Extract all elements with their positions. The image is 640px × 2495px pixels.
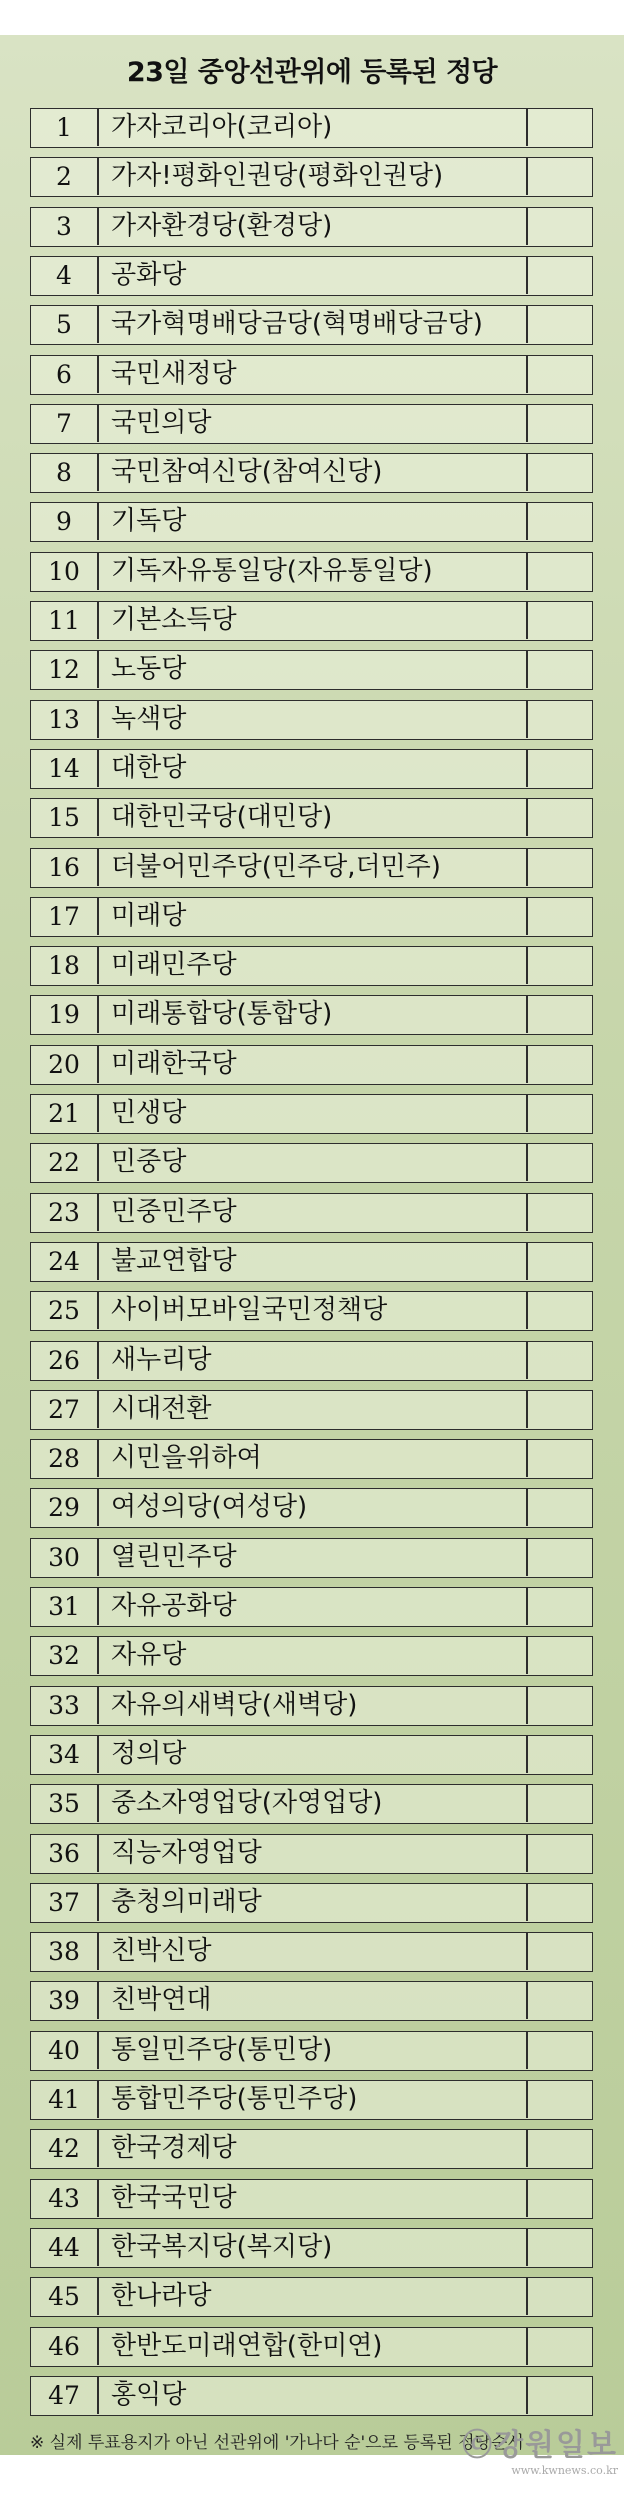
party-name: 불교연합당 — [111, 1245, 237, 1276]
column-divider — [97, 1982, 99, 2019]
party-row — [30, 453, 593, 493]
party-row — [30, 749, 593, 789]
party-row — [30, 157, 593, 197]
column-divider — [97, 2081, 99, 2118]
party-name: 한국복지당(복지당) — [111, 2231, 333, 2262]
column-divider — [526, 2229, 528, 2266]
party-number: 36 — [48, 1838, 80, 1868]
column-divider — [526, 2328, 528, 2365]
party-row — [30, 502, 593, 542]
column-divider — [526, 2180, 528, 2217]
column-divider — [526, 2032, 528, 2069]
party-number: 24 — [48, 1246, 80, 1276]
column-divider — [97, 2328, 99, 2365]
party-name: 가자!평화인권당(평화인권당) — [111, 161, 444, 192]
party-name: 더불어민주당(민주당,더민주) — [111, 851, 441, 882]
column-divider — [526, 1736, 528, 1773]
column-divider — [526, 1539, 528, 1576]
party-number: 34 — [48, 1739, 80, 1769]
party-number: 29 — [48, 1493, 80, 1523]
party-name: 녹색당 — [111, 703, 187, 734]
party-row — [30, 1291, 593, 1331]
party-number: 25 — [48, 1296, 80, 1326]
column-divider — [97, 1489, 99, 1526]
column-divider — [97, 454, 99, 491]
party-number: 22 — [48, 1148, 80, 1178]
party-name: 미래당 — [111, 900, 187, 931]
column-divider — [526, 1440, 528, 1477]
column-divider — [526, 158, 528, 195]
party-row — [30, 1735, 593, 1775]
column-divider — [526, 849, 528, 886]
column-divider — [526, 454, 528, 491]
column-divider — [97, 2229, 99, 2266]
party-name: 정의당 — [111, 1738, 187, 1769]
column-divider — [97, 1539, 99, 1576]
party-name: 국가혁명배당금당(혁명배당금당) — [111, 309, 483, 340]
party-name: 민생당 — [111, 1098, 187, 1128]
column-divider — [97, 1095, 99, 1132]
party-name: 대한민국당(대민당) — [111, 802, 333, 833]
party-number: 43 — [48, 2183, 80, 2213]
party-number: 46 — [48, 2331, 80, 2361]
column-divider — [97, 651, 99, 688]
party-name: 민중당 — [111, 1147, 187, 1178]
column-divider — [526, 1785, 528, 1822]
party-name: 민중민주당 — [111, 1196, 237, 1227]
column-divider — [97, 306, 99, 343]
column-divider — [97, 799, 99, 836]
party-name: 열린민주당 — [111, 1541, 237, 1572]
party-number: 5 — [56, 310, 72, 340]
column-divider — [526, 208, 528, 245]
column-divider — [526, 947, 528, 984]
party-name: 공화당 — [111, 259, 187, 290]
party-row — [30, 404, 593, 444]
column-divider — [526, 2377, 528, 2414]
party-number: 47 — [48, 2380, 80, 2410]
party-number: 16 — [48, 852, 80, 882]
column-divider — [526, 1982, 528, 2019]
column-divider — [526, 1489, 528, 1526]
party-number: 20 — [48, 1049, 80, 1079]
party-name: 시대전환 — [111, 1393, 212, 1424]
column-divider — [97, 898, 99, 935]
party-name: 통합민주당(통민주당) — [111, 2084, 358, 2114]
party-number: 6 — [56, 359, 72, 389]
column-divider — [526, 2278, 528, 2315]
column-divider — [97, 1144, 99, 1181]
column-divider — [97, 2278, 99, 2315]
party-row — [30, 1686, 593, 1726]
column-divider — [97, 109, 99, 146]
party-row — [30, 848, 593, 888]
logo-brand: ⓒ강원일보 — [462, 2428, 618, 2463]
party-name: 여성의당(여성당) — [111, 1492, 308, 1523]
column-divider — [97, 947, 99, 984]
party-number: 30 — [48, 1542, 80, 1572]
party-row — [30, 700, 593, 740]
party-name: 기본소득당 — [111, 605, 237, 635]
party-row — [30, 1045, 593, 1085]
party-row — [30, 355, 593, 395]
party-name: 홍익당 — [111, 2379, 187, 2410]
party-row — [30, 552, 593, 592]
party-row — [30, 2277, 593, 2317]
party-number: 27 — [48, 1394, 80, 1424]
party-name: 자유의새벽당(새벽당) — [111, 1689, 358, 1720]
party-name: 기독당 — [111, 506, 187, 537]
column-divider — [526, 2130, 528, 2167]
column-divider — [526, 651, 528, 688]
party-name: 국민새정당 — [111, 358, 237, 389]
column-divider — [97, 356, 99, 393]
column-divider — [97, 1194, 99, 1231]
party-name: 새누리당 — [111, 1344, 212, 1375]
party-row — [30, 2129, 593, 2169]
column-divider — [97, 2377, 99, 2414]
column-divider — [97, 750, 99, 787]
party-name: 한국국민당 — [111, 2182, 237, 2213]
party-number: 33 — [48, 1690, 80, 1720]
party-name: 미래통합당(통합당) — [111, 999, 333, 1030]
party-number: 4 — [56, 260, 72, 290]
party-number: 38 — [48, 1937, 80, 1967]
party-name: 미래민주당 — [111, 950, 237, 981]
party-number: 14 — [48, 753, 80, 783]
column-divider — [526, 1687, 528, 1724]
party-name: 기독자유통일당(자유통일당) — [111, 555, 433, 586]
party-row — [30, 2031, 593, 2071]
column-divider — [97, 1884, 99, 1921]
party-row — [30, 650, 593, 690]
party-name: 한국경제당 — [111, 2133, 237, 2164]
party-row — [30, 2080, 593, 2120]
column-divider — [97, 1292, 99, 1329]
column-divider — [97, 158, 99, 195]
column-divider — [526, 1884, 528, 1921]
column-divider — [526, 1933, 528, 1970]
party-row — [30, 207, 593, 247]
party-row — [30, 305, 593, 345]
party-row — [30, 2376, 593, 2416]
newspaper-logo — [462, 2420, 618, 2477]
party-row — [30, 1390, 593, 1430]
party-name: 자유당 — [111, 1640, 187, 1671]
column-divider — [526, 257, 528, 294]
party-name: 직능자영업당 — [111, 1837, 262, 1868]
party-number: 45 — [48, 2282, 80, 2312]
column-divider — [97, 1736, 99, 1773]
party-name: 자유공화당 — [111, 1591, 237, 1621]
column-divider — [97, 602, 99, 639]
column-divider — [526, 1095, 528, 1132]
party-number: 19 — [48, 1000, 80, 1030]
column-divider — [97, 1588, 99, 1625]
party-name: 중소자영업당(자영업당) — [111, 1788, 383, 1819]
column-divider — [526, 503, 528, 540]
party-number: 8 — [56, 458, 72, 488]
column-divider — [526, 1144, 528, 1181]
party-row — [30, 1242, 593, 1282]
party-row — [30, 1439, 593, 1479]
party-number: 11 — [48, 606, 80, 635]
party-name: 한반도미래연합(한미연) — [111, 2330, 383, 2361]
column-divider — [97, 2032, 99, 2069]
party-name: 시민을위하여 — [111, 1443, 262, 1474]
party-number: 7 — [56, 408, 72, 438]
column-divider — [97, 1785, 99, 1822]
party-row — [30, 798, 593, 838]
party-row — [30, 601, 593, 641]
party-name: 친박신당 — [111, 1936, 212, 1967]
party-number: 42 — [48, 2134, 80, 2164]
party-row — [30, 2327, 593, 2367]
party-row — [30, 1636, 593, 1676]
column-divider — [526, 1835, 528, 1872]
footnote: ※ 실제 투표용지가 아닌 선관위에 '가나다 순'으로 등록된 정당순서 — [30, 2433, 524, 2453]
column-divider — [97, 1637, 99, 1674]
column-divider — [97, 553, 99, 590]
column-divider — [526, 1046, 528, 1083]
party-number: 41 — [48, 2085, 80, 2114]
column-divider — [97, 1342, 99, 1379]
party-row — [30, 1784, 593, 1824]
party-row — [30, 995, 593, 1035]
party-row — [30, 1883, 593, 1923]
column-divider — [97, 2180, 99, 2217]
party-name: 통일민주당(통민당) — [111, 2034, 333, 2065]
party-name: 한나라당 — [111, 2281, 212, 2312]
party-name: 미래한국당 — [111, 1048, 237, 1079]
party-row — [30, 2228, 593, 2268]
column-divider — [526, 799, 528, 836]
party-number: 18 — [48, 951, 80, 981]
party-name: 국민참여신당(참여신당) — [111, 457, 383, 488]
column-divider — [526, 750, 528, 787]
column-divider — [97, 1046, 99, 1083]
party-row — [30, 1932, 593, 1972]
party-name: 대한당 — [111, 752, 187, 783]
party-row — [30, 256, 593, 296]
party-number: 21 — [48, 1099, 80, 1128]
party-name: 사이버모바일국민정책당 — [111, 1295, 388, 1326]
party-row — [30, 1488, 593, 1528]
party-number: 39 — [48, 1986, 80, 2016]
party-number: 13 — [48, 704, 80, 734]
column-divider — [526, 109, 528, 146]
column-divider — [526, 306, 528, 343]
column-divider — [97, 405, 99, 442]
party-row — [30, 2179, 593, 2219]
party-row — [30, 108, 593, 148]
column-divider — [526, 1391, 528, 1428]
column-divider — [526, 1637, 528, 1674]
party-number: 35 — [48, 1789, 80, 1819]
party-row — [30, 1587, 593, 1627]
column-divider — [526, 1588, 528, 1625]
column-divider — [97, 503, 99, 540]
column-divider — [526, 356, 528, 393]
party-number: 15 — [48, 803, 80, 833]
logo-url: www.kwnews.co.kr — [511, 2464, 618, 2477]
column-divider — [526, 701, 528, 738]
column-divider — [526, 1342, 528, 1379]
column-divider — [97, 1687, 99, 1724]
party-name: 국민의당 — [111, 407, 212, 438]
column-divider — [526, 553, 528, 590]
party-name: 충청의미래당 — [111, 1886, 262, 1917]
party-number: 40 — [48, 2035, 80, 2065]
party-number: 2 — [56, 162, 72, 192]
party-number: 1 — [56, 113, 72, 142]
column-divider — [526, 2081, 528, 2118]
party-name: 가자환경당(환경당) — [111, 210, 333, 241]
column-divider — [97, 257, 99, 294]
column-divider — [97, 1391, 99, 1428]
column-divider — [97, 2130, 99, 2167]
party-row — [30, 1834, 593, 1874]
column-divider — [526, 1292, 528, 1329]
column-divider — [97, 1440, 99, 1477]
column-divider — [97, 1933, 99, 1970]
column-divider — [97, 996, 99, 1033]
party-row — [30, 1341, 593, 1381]
party-row — [30, 1538, 593, 1578]
party-name: 가자코리아(코리아) — [111, 112, 333, 142]
party-row — [30, 1981, 593, 2021]
party-row — [30, 1094, 593, 1134]
party-number: 12 — [48, 655, 80, 685]
party-number: 17 — [48, 901, 80, 931]
column-divider — [97, 701, 99, 738]
party-number: 3 — [56, 211, 72, 241]
column-divider — [526, 405, 528, 442]
party-number: 28 — [48, 1444, 80, 1474]
column-divider — [97, 208, 99, 245]
column-divider — [526, 898, 528, 935]
party-name: 친박연대 — [111, 1985, 212, 2016]
column-divider — [97, 1243, 99, 1280]
party-name: 노동당 — [111, 654, 187, 685]
party-number: 26 — [48, 1345, 80, 1375]
column-divider — [526, 602, 528, 639]
party-row — [30, 897, 593, 937]
party-number: 10 — [48, 556, 80, 586]
party-row — [30, 1193, 593, 1233]
page-title: 23일 중앙선관위에 등록된 정당 — [126, 57, 498, 88]
party-number: 37 — [48, 1887, 80, 1917]
column-divider — [526, 1194, 528, 1231]
column-divider — [526, 1243, 528, 1280]
party-number: 32 — [48, 1641, 80, 1671]
column-divider — [97, 1835, 99, 1872]
column-divider — [97, 849, 99, 886]
party-number: 44 — [48, 2232, 80, 2262]
column-divider — [526, 996, 528, 1033]
party-row — [30, 946, 593, 986]
party-number: 23 — [48, 1197, 80, 1227]
party-number: 31 — [48, 1592, 80, 1621]
party-row — [30, 1143, 593, 1183]
party-number: 9 — [56, 507, 72, 537]
